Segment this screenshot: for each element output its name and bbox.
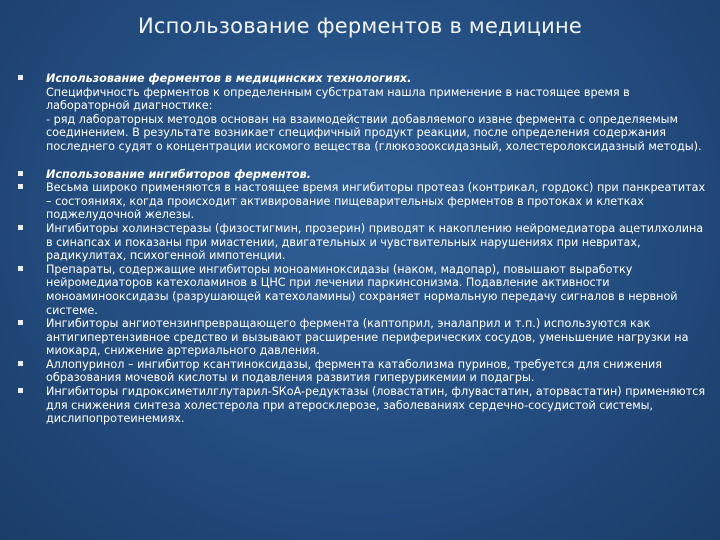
list-item-inhibitors-heading xyxy=(14,168,708,182)
square-bullet-icon xyxy=(18,75,23,80)
list-item-text: Ингибиторы гидроксиметилглутарил-SКoA-редуктазы (ловастатин, флувастатин, аторвастатин) применяются для снижения синтеза холестерола при атеросклерозе, заболеваниях сердечно-сосудистой системы, дислипопротеинемиях. xyxy=(46,385,706,426)
list-item-text: Весьма широко применяются в настоящее время ингибиторы протеаз (контрикал, гордокс) при панкреатитах – состояниях, когда происходит активирование пищеварительных ферментов в протоках и клетках поджелудочной железы. xyxy=(46,181,706,222)
list-item xyxy=(14,358,708,385)
slide-title: Использование ферментов в медицине xyxy=(137,14,583,38)
paragraph-line: - ряд лабораторных методов основан на взаимодействии добавляемого извне фермента с определяемым соединением. В результате возникает специфичный продукт реакции, после определения содержания последнего судят о концентрации искомого вещества (глюкозооксидазный, холестеролоксидазный методы). xyxy=(46,112,702,153)
list-item xyxy=(14,385,708,426)
slide-content xyxy=(14,72,708,426)
square-bullet-icon xyxy=(18,388,23,393)
list-item xyxy=(14,222,708,263)
paragraph-line: Специфичность ферментов к определенным субстратам нашла применение в настоящее время в лабораторной диагностике: xyxy=(46,85,630,113)
list-item xyxy=(14,181,708,222)
list-item-text: Аллопуринол – ингибитор ксантиноксидазы, фермента катаболизма пуринов, требуется для снижения образования мочевой кислоты и подавления развития гиперурикемии и подагры. xyxy=(46,357,663,385)
list-item-text: Ингибиторы ангиотензинпревращающего фермента (каптоприл, эналаприл и т.п.) используются как антигипертензивное средство и вызывают расширение периферических сосудов, уменьшение нагрузки на миокард, снижение артериального давления. xyxy=(46,317,689,358)
square-bullet-icon xyxy=(18,320,23,325)
square-bullet-icon xyxy=(18,266,23,271)
list-item xyxy=(14,263,708,317)
list-item-text: Препараты, содержащие ингибиторы моноаминоксидазы (наком, мадопар), повышают выработку нейромедиаторов катехоламинов в ЦНС при лечении паркинсонизма. Подавление активности моноаминооксидазы (разрушающей катехоламины) сохраняет нормальную передачу сигналов в нервной системе. xyxy=(46,262,678,317)
square-bullet-icon xyxy=(18,171,23,176)
square-bullet-icon xyxy=(18,184,23,189)
section-heading: Использование ферментов в медицинских технологиях. xyxy=(46,72,412,85)
list-item xyxy=(14,317,708,358)
list-item-enzymes-tech xyxy=(14,72,708,154)
square-bullet-icon xyxy=(18,225,23,230)
section-heading: Использование ингибиторов ферментов. xyxy=(46,167,311,181)
list-item-text: Ингибиторы холинэстеразы (физостигмин, прозерин) приводят к накоплению нейромедиатора ацетилхолина в синапсах и показаны при миастении, двигательных и чувствительных нарушениях при невритах, радикулитах, психогенной импотенции. xyxy=(46,221,704,263)
square-bullet-icon xyxy=(18,361,23,366)
